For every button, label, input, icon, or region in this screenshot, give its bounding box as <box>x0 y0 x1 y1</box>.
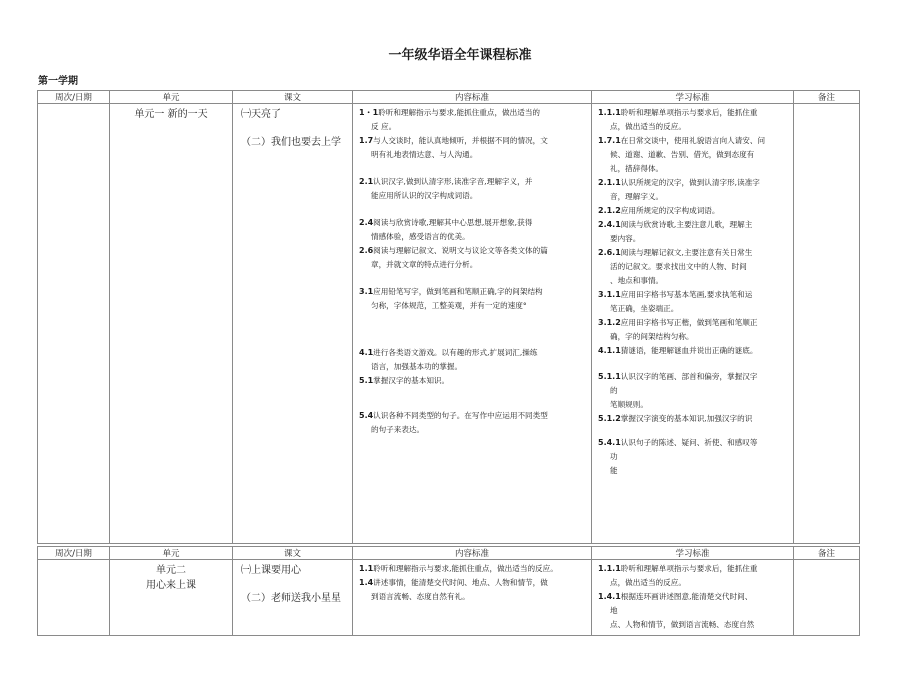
term-heading: 第一学期 <box>38 76 78 87</box>
header-week: 周次/日期 <box>38 91 110 104</box>
standard-item <box>359 285 585 313</box>
standard-text: 、地点和事情。 <box>610 276 664 285</box>
standard-item <box>598 134 787 176</box>
standard-line <box>359 423 585 437</box>
standard-text: 聆听和理解单项指示与要求后，能抓住重 <box>620 564 758 573</box>
standard-text: 认识汉字的笔画、部首和偏旁，掌握汉字 <box>620 372 758 381</box>
standard-item <box>598 176 787 204</box>
standard-line <box>598 274 787 288</box>
standard-line <box>598 592 752 601</box>
standard-text: 猜谜语，能理解谜血并说出正确的谜底。 <box>620 346 758 355</box>
standard-text: 讲述事情，能清楚交代时间、地点、人物和情节，做 <box>373 578 548 587</box>
content-standard-cell <box>353 104 592 544</box>
standard-line <box>598 232 787 246</box>
header-lesson: 课文 <box>233 547 353 560</box>
standard-text: 根据连环画讲述图意,能清楚交代时间、 <box>620 592 753 601</box>
standard-code: 2.4 <box>359 218 374 227</box>
standard-text: 地 <box>610 606 618 615</box>
standard-line <box>598 414 752 423</box>
standard-line <box>359 177 532 186</box>
standard-text: 功 <box>610 452 618 461</box>
standard-code: 5.1 <box>359 376 374 385</box>
curriculum-table-1 <box>37 90 860 544</box>
remarks-cell <box>794 560 860 636</box>
standard-text: 在日常交谈中，使用礼貌语言向人请安、问 <box>620 136 766 145</box>
standard-line <box>359 360 585 374</box>
standard-text: 反 应。 <box>371 122 397 131</box>
unit-cell <box>110 560 233 636</box>
content-standard-list <box>359 562 585 604</box>
standard-line <box>598 148 787 162</box>
standard-text: 应用田字格书写正楷，做到笔画和笔顺正 <box>620 318 758 327</box>
standard-line <box>598 576 787 590</box>
standard-line <box>598 450 787 464</box>
standard-text: 认识各种不同类型的句子。在写作中应运用不同类型 <box>373 411 548 420</box>
standard-text: 的 <box>610 386 618 395</box>
standard-line <box>598 190 787 204</box>
standard-code: 1.4 <box>359 578 374 587</box>
learning-standard-cell <box>592 560 794 636</box>
document-title: 一年级华语全年课程标准 <box>388 48 532 63</box>
standard-code: 2.4.1 <box>598 220 621 229</box>
standard-item <box>598 288 787 316</box>
standard-text: 确，字的间架结构匀称。 <box>610 332 694 341</box>
table-header-row <box>38 91 860 104</box>
header-remarks: 备注 <box>794 91 860 104</box>
standard-code: 3.1 <box>359 287 374 296</box>
standard-text: 阅读与理解记叙文、说明文与议论文等各类文体的篇 <box>373 246 548 255</box>
standard-line <box>359 348 537 357</box>
week-cell <box>38 560 110 636</box>
standard-text: 到语言流畅、态度自然有礼。 <box>371 592 470 601</box>
standard-item <box>359 346 585 374</box>
header-week: 周次/日期 <box>38 547 110 560</box>
standard-line <box>598 206 720 215</box>
standard-text: 应用所规定的汉字构成词语。 <box>620 206 720 215</box>
standard-line <box>598 178 760 187</box>
standard-text: 与人交谈时，能认真地倾听，并根据不同的情况，文 <box>373 136 548 145</box>
header-content-standard: 内容标准 <box>353 91 592 104</box>
standard-item <box>598 106 787 134</box>
standard-line <box>359 590 585 604</box>
standard-text: 聆听和理解指示与要求,能抓住重点，做出适当的反应。 <box>373 564 558 573</box>
learning-standard-list <box>598 562 787 632</box>
standard-text: 笔顺规则。 <box>610 400 648 409</box>
standard-text: 明有礼地表情达意、与人沟通。 <box>371 150 478 159</box>
standard-item <box>359 134 585 162</box>
standard-item <box>598 246 787 288</box>
standard-text: 点，做出适当的反应。 <box>610 578 686 587</box>
standard-line <box>598 564 757 573</box>
standard-text: 笔正确，坐姿端正。 <box>610 304 679 313</box>
week-cell <box>38 104 110 544</box>
unit-number: 单元二 <box>156 565 186 576</box>
standard-code: 5.1.2 <box>598 414 621 423</box>
lesson-2: （二）老师送我小星星 <box>241 593 341 604</box>
standard-line <box>598 438 757 447</box>
standard-item <box>598 218 787 246</box>
header-learning-standard: 学习标准 <box>592 547 794 560</box>
standard-line <box>598 604 787 618</box>
standard-text: 能应用所认识的汉字构成词语。 <box>371 191 478 200</box>
standard-code: 3.1.2 <box>598 318 621 327</box>
standard-code: 1.1 <box>359 564 374 573</box>
standard-text: 掌握汉字演变的基本知识,加强汉字的识 <box>620 414 753 423</box>
lesson-cell <box>233 560 353 636</box>
standard-line <box>359 246 548 255</box>
standard-code: 2.1.1 <box>598 178 621 187</box>
unit-name: 用心来上课 <box>146 580 196 591</box>
standard-line <box>359 564 558 573</box>
standard-line <box>598 162 787 176</box>
lesson-cell <box>233 104 353 544</box>
standard-code: 2.1 <box>359 177 374 186</box>
standard-text: 阅读与欣赏诗歌,主要注意儿歌，理解主 <box>620 220 753 229</box>
standard-item <box>359 409 585 437</box>
standard-line <box>359 230 585 244</box>
standard-code: 3.1.1 <box>598 290 621 299</box>
standard-line <box>359 578 548 587</box>
standard-line <box>598 318 757 327</box>
standard-line <box>598 618 787 632</box>
standard-code: 2.6.1 <box>598 248 621 257</box>
table-header-row <box>38 547 860 560</box>
standard-item <box>359 106 585 134</box>
standard-text: 的句子来表达。 <box>371 425 425 434</box>
standard-code: 1.1.1 <box>598 108 621 117</box>
content-standard-cell <box>353 560 592 636</box>
standard-text: 阅读与欣赏诗歌,理解其中心思想,展开想象,获得 <box>373 218 533 227</box>
standard-line <box>359 376 449 385</box>
standard-text: 章，并就文章的特点进行分析。 <box>371 260 478 269</box>
standard-text: 音，理解字义。 <box>610 192 664 201</box>
standard-line <box>598 464 787 478</box>
standard-text: 点、人物和情节，做到语言流畅、态度自然 <box>610 620 755 629</box>
standard-item <box>359 175 585 203</box>
standard-line <box>359 287 543 296</box>
content-standard-list <box>359 106 585 437</box>
standard-text: 礼，措辞得体。 <box>610 164 664 173</box>
standard-code: 1.4.1 <box>598 592 621 601</box>
standard-line <box>598 120 787 134</box>
standard-line <box>359 108 540 117</box>
standard-line <box>359 299 585 313</box>
standard-text: 聆听和理解指示与要求,能抓住重点，做出适当的 <box>378 108 541 117</box>
standard-item <box>598 590 787 632</box>
standard-item <box>359 216 585 244</box>
standard-line <box>359 411 548 420</box>
standard-code: 2.1.2 <box>598 206 621 215</box>
standard-text: 情感体验，感受语言的优美。 <box>371 232 470 241</box>
standard-item <box>359 244 585 272</box>
unit-name: 单元一 新的一天 <box>134 109 208 120</box>
standard-text: 认识句子的陈述、疑问、祈使、和感叹等 <box>620 438 758 447</box>
header-content-standard: 内容标准 <box>353 547 592 560</box>
standard-line <box>359 189 585 203</box>
header-remarks: 备注 <box>794 547 860 560</box>
standard-line <box>598 248 752 257</box>
standard-code: 1.1.1 <box>598 564 621 573</box>
remarks-cell <box>794 104 860 544</box>
standard-text: 能 <box>610 466 618 475</box>
lesson-2: （二）我们也要去上学 <box>241 137 341 148</box>
standard-code: 5.4 <box>359 411 374 420</box>
standard-line <box>598 384 787 398</box>
standard-line <box>598 330 787 344</box>
standard-text: 掌握汉字的基本知识。 <box>373 376 450 385</box>
standard-item <box>598 562 787 590</box>
standard-text: 认识所规定的汉字，做到认清字形,读准字 <box>620 178 760 187</box>
standard-code: 1・1 <box>359 108 379 117</box>
standard-line <box>598 302 787 316</box>
curriculum-table-2 <box>37 546 860 636</box>
standard-text: 点，做出适当的反应。 <box>610 122 686 131</box>
standard-code: 1.7 <box>359 136 374 145</box>
standard-line <box>359 148 585 162</box>
header-learning-standard: 学习标准 <box>592 91 794 104</box>
lesson-1: ㈠天亮了 <box>241 109 281 120</box>
standard-line <box>598 372 757 381</box>
standard-line <box>598 398 787 412</box>
standard-text: 阅读与理解记叙文,主要注意有关日常生 <box>620 248 753 257</box>
header-unit: 单元 <box>110 547 233 560</box>
standard-item <box>598 436 787 478</box>
standard-item <box>598 412 787 426</box>
standard-item <box>598 344 787 358</box>
standard-text: 应用田字格书写基本笔画,要求执笔和运 <box>620 290 753 299</box>
standard-item <box>598 370 787 412</box>
standard-text: 聆听和理解单项指示与要求后，能抓住重 <box>620 108 758 117</box>
learning-standard-cell <box>592 104 794 544</box>
standard-item <box>598 316 787 344</box>
standard-line <box>359 218 532 227</box>
standard-code: 4.1.1 <box>598 346 621 355</box>
standard-line <box>598 260 787 274</box>
standard-line <box>359 136 548 145</box>
standard-text: 匀称，字体规范，工整美观，并有一定的速度° <box>371 301 527 310</box>
standard-text: 候、道谢、道歉、告别、借光，做到态度有 <box>610 150 755 159</box>
standard-text: 语言，加强基本功的掌握。 <box>371 362 463 371</box>
lesson-1: ㈠上课要用心 <box>241 565 301 576</box>
header-lesson: 课文 <box>233 91 353 104</box>
learning-standard-list <box>598 106 787 478</box>
standard-text: 要内容。 <box>610 234 641 243</box>
standard-code: 2.6 <box>359 246 374 255</box>
standard-item <box>359 576 585 604</box>
standard-code: 5.1.1 <box>598 372 621 381</box>
standard-line <box>598 108 757 117</box>
standard-item <box>598 204 787 218</box>
standard-item <box>359 374 585 388</box>
standard-line <box>598 346 757 355</box>
standard-line <box>598 136 765 145</box>
standard-code: 4.1 <box>359 348 374 357</box>
standard-text: 活的记叙文。要求找出文中的人物、时间 <box>610 262 747 271</box>
standard-code: 5.4.1 <box>598 438 621 447</box>
standard-line <box>359 258 585 272</box>
standard-text: 进行各类语文游戏。以有趣的形式,扩展词汇,操练 <box>373 348 538 357</box>
standard-text: 应用铅笔写字，做到笔画和笔顺正确,字的间架结构 <box>373 287 543 296</box>
table-row <box>38 560 860 636</box>
standard-text: 认识汉字,做到认清字形,读准字音,理解字义，并 <box>373 177 533 186</box>
standard-line <box>598 220 752 229</box>
header-unit: 单元 <box>110 91 233 104</box>
standard-item <box>359 562 585 576</box>
unit-cell <box>110 104 233 544</box>
standard-line <box>359 120 585 134</box>
table-row <box>38 104 860 544</box>
standard-line <box>598 290 752 299</box>
standard-code: 1.7.1 <box>598 136 621 145</box>
